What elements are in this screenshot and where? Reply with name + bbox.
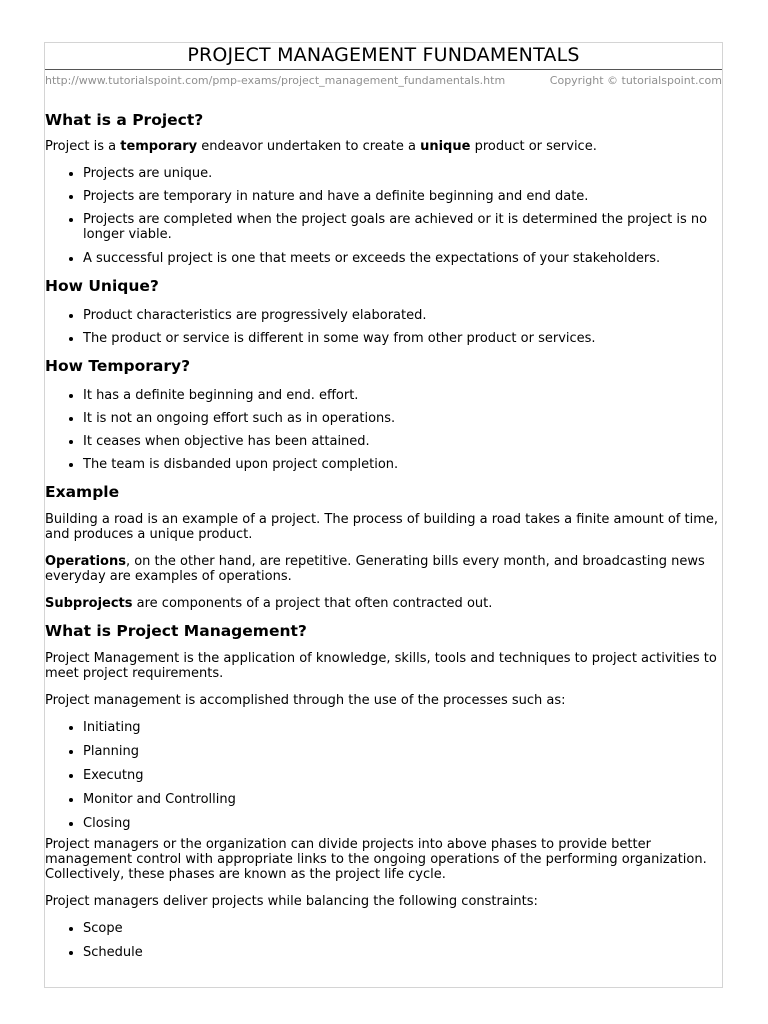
list-item: • Initiating <box>83 720 722 735</box>
list-pm-processes <box>45 720 722 831</box>
paragraph-project-definition <box>45 139 722 154</box>
copyright-notice: Copyright © tutorialspoint.com <box>549 74 722 87</box>
heading-example: Example <box>45 483 120 501</box>
text-run: , on the other hand, are repetitive. Generating bills every month, and broadcasting news everyday are examples of operations. <box>45 554 705 584</box>
meta-row <box>45 73 722 89</box>
heading-what-is-pm: What is Project Management? <box>45 622 307 640</box>
list-item: • Closing <box>83 816 722 831</box>
heading-how-unique: How Unique? <box>45 277 159 295</box>
list-item: • It has a definite beginning and end. effort. <box>83 388 722 403</box>
list-item: • Schedule <box>83 945 722 960</box>
title-divider <box>45 69 722 70</box>
heading-what-is-project: What is a Project? <box>45 111 204 129</box>
bold-term-temporary: temporary <box>120 139 198 154</box>
paragraph-subprojects <box>45 596 722 611</box>
paragraph-pm-definition: Project Management is the application of knowledge, skills, tools and techniques to project activities to meet project requirements. <box>45 651 717 681</box>
list-item: • Projects are temporary in nature and have a definite beginning and end date. <box>83 189 722 204</box>
heading-how-temporary: How Temporary? <box>45 357 191 375</box>
document-content <box>45 110 722 960</box>
list-item: • A successful project is one that meets or exceeds the expectations of your stakeholders. <box>83 251 722 266</box>
list-item: • Product characteristics are progressively elaborated. <box>83 308 722 323</box>
text-run: product or service. <box>470 139 597 154</box>
list-how-unique <box>45 308 722 346</box>
paragraph-operations <box>45 554 722 584</box>
bold-term-unique: unique <box>420 139 471 154</box>
list-item: • It ceases when objective has been attained. <box>83 434 722 449</box>
list-item: • The product or service is different in some way from other product or services. <box>83 331 722 346</box>
list-item: • Scope <box>83 921 722 936</box>
text-run: are components of a project that often contracted out. <box>132 596 493 611</box>
list-project-traits <box>45 166 722 266</box>
paragraph-pm-processes-intro: Project management is accomplished through the use of the processes such as: <box>45 693 566 708</box>
bold-term-subprojects: Subprojects <box>45 596 133 611</box>
document-title: PROJECT MANAGEMENT FUNDAMENTALS <box>187 44 580 66</box>
paragraph-example-road: Building a road is an example of a project. The process of building a road takes a finite amount of time, and produces a unique product. <box>45 512 718 542</box>
bold-term-operations: Operations <box>45 554 126 569</box>
list-item: • Projects are completed when the project goals are achieved or it is determined the project is no longer viable. <box>83 212 722 242</box>
list-constraints <box>45 921 722 960</box>
paragraph-project-life-cycle: Project managers or the organization can divide projects into above phases to provide better management control with appropriate links to the ongoing operations of the performing organization. Collectively, these phases are known as the project life cycle. <box>45 837 707 882</box>
document-page <box>44 42 723 988</box>
list-item: • The team is disbanded upon project completion. <box>83 457 722 472</box>
list-item: • It is not an ongoing effort such as in operations. <box>83 411 722 426</box>
list-item: • Projects are unique. <box>83 166 722 181</box>
list-item: • Planning <box>83 744 722 759</box>
paragraph-constraints-intro: Project managers deliver projects while balancing the following constraints: <box>45 894 538 909</box>
list-item: • Executng <box>83 768 722 783</box>
list-item: • Monitor and Controlling <box>83 792 722 807</box>
text-run: Project is a <box>45 139 121 154</box>
text-run: endeavor undertaken to create a <box>197 139 421 154</box>
source-url: http://www.tutorialspoint.com/pmp-exams/project_management_fundamentals.htm <box>45 74 506 87</box>
list-how-temporary <box>45 388 722 472</box>
